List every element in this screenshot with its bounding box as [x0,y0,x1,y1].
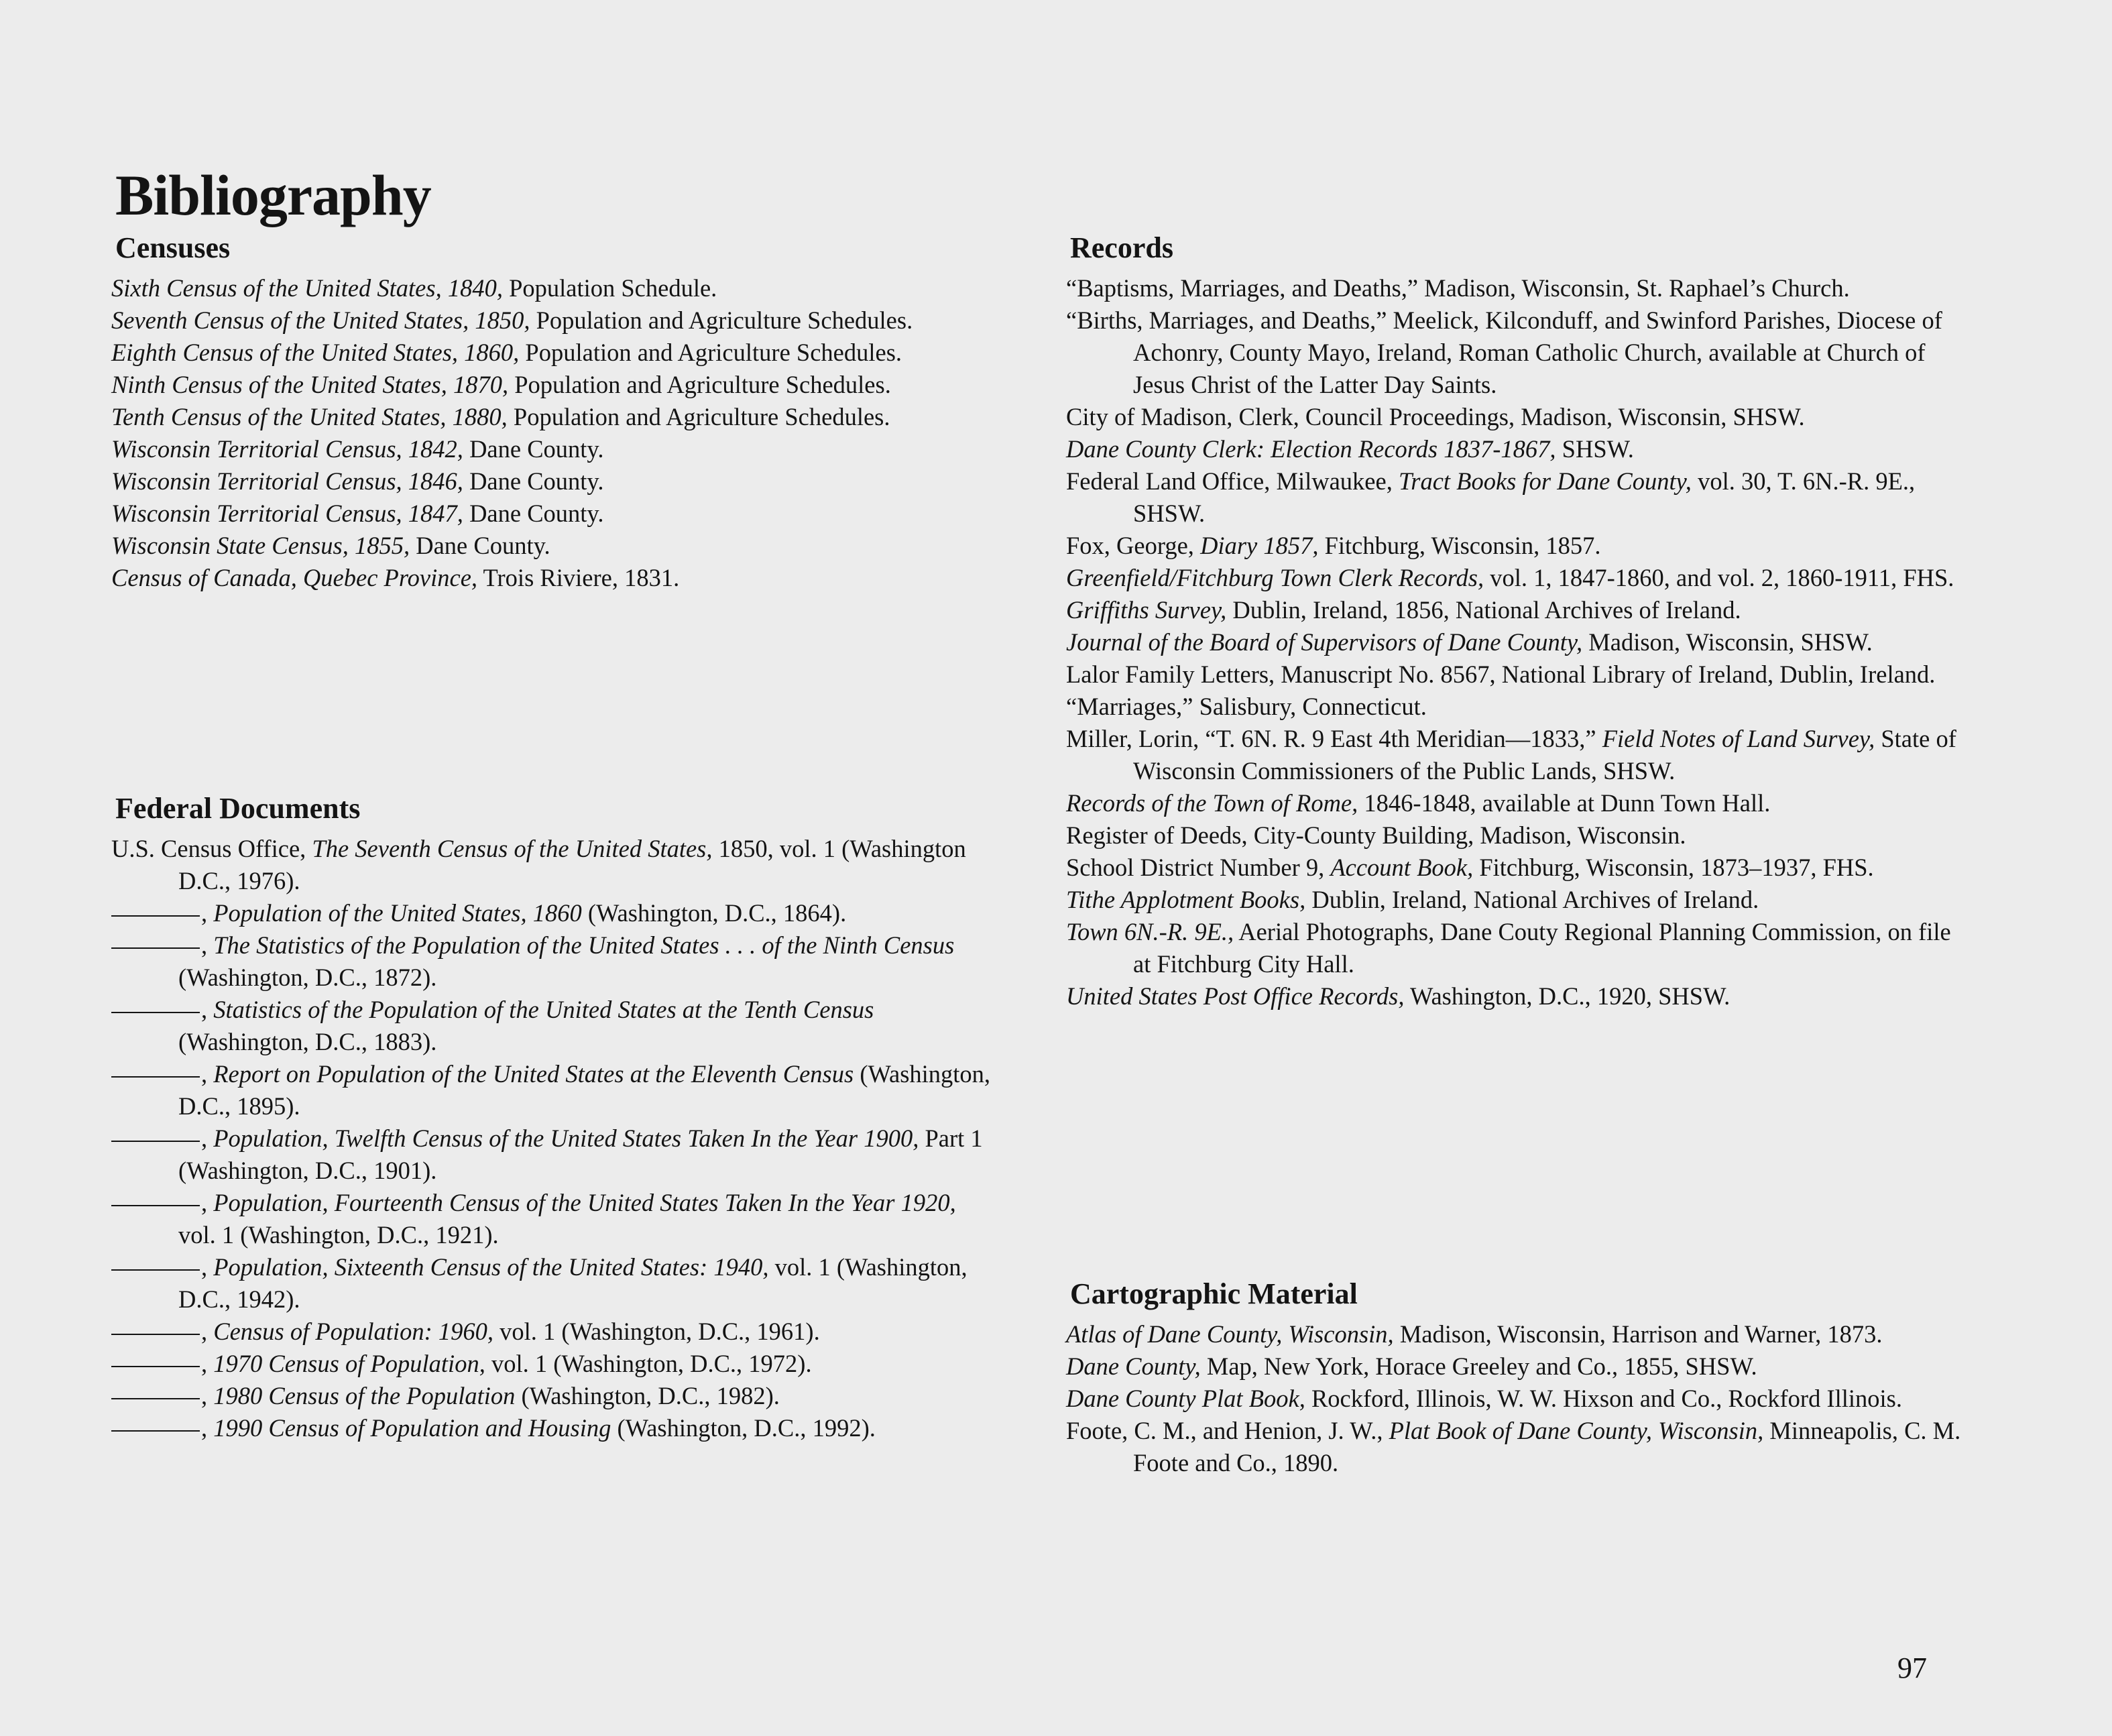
bibliography-entry [111,498,996,530]
entry-text: Madison, Wisconsin, SHSW. [1582,628,1873,656]
entry-title-italic: Diary 1857, [1200,532,1319,559]
entry-text: U.S. Census Office, [111,835,312,862]
entry-title-italic: Population, Twelfth Census of the United States Taken In the Year 1900, [213,1124,919,1152]
entry-title-italic: Ninth Census of the United States, 1870, [111,371,509,398]
entry-title-italic: Dane County Clerk: Election Records 1837-1867, [1066,435,1556,463]
bibliography-entry [1066,787,1964,819]
entry-title-italic: Eighth Census of the United States, 1860, [111,339,520,366]
entry-text: vol. 1 (Washington, D.C., 1972). [485,1350,812,1377]
entry-text: Population and Agriculture Schedules. [508,371,891,398]
entry-title-italic: Population of the United States, 1860 [213,899,582,927]
entry-title-italic: United States Post Office Records, [1066,982,1405,1010]
entry-text: Fitchburg, Wisconsin, 1873–1937, FHS. [1473,854,1874,881]
entry-title-italic: Seventh Census of the United States, 1850, [111,306,530,334]
entry-text: Washington, D.C., 1920, SHSW. [1404,982,1730,1010]
ditto-rule [111,1205,200,1206]
entry-text: Foote, C. M., and Henion, J. W., [1066,1417,1389,1444]
ditto-rule [111,915,200,917]
records-heading: Records [1070,231,1173,264]
bibliography-entry [1066,1350,1964,1383]
entry-title-italic: The Seventh Census of the United States, [312,835,713,862]
entry-title-italic: Census of Population: 1960, [213,1318,493,1345]
entry-title-italic: Sixth Census of the United States, 1840, [111,274,503,302]
ditto-rule [111,1141,200,1142]
bibliography-entry [111,401,996,433]
bibliography-entry [1066,1318,1964,1350]
bibliography-entry [1066,433,1964,465]
entry-text: vol. 1, 1847-1860, and vol. 2, 1860-1911, FHS. [1484,564,1954,591]
entry-title-italic: 1980 Census of the Population [213,1382,516,1409]
entry-text: State of Wisconsin Commissioners of the Public Lands, SHSW. [1133,725,1956,785]
bibliography-entry [111,1122,996,1187]
entry-text: , [201,931,214,959]
entry-text: , [201,1382,214,1409]
bibliography-entry [111,272,996,304]
entry-title-italic: Griffiths Survey, [1066,596,1227,624]
entry-title-italic: 1970 Census of Population, [213,1350,485,1377]
entry-text: Dane County. [463,500,604,527]
entry-title-italic: Tract Books for Dane County, [1398,467,1692,495]
bibliography-entry [1066,658,1964,691]
federal-documents-list [111,833,996,1444]
entry-text: Part 1 (Washington, D.C., 1901). [178,1124,983,1184]
bibliography-entry [111,897,996,929]
bibliography-entry [111,562,996,594]
entry-text: 1850, vol. 1 (Washington D.C., 1976). [178,835,966,894]
bibliography-entry [111,433,996,465]
left-column-lower [111,790,996,1444]
ditto-rule [111,1430,200,1432]
entry-text: (Washington, D.C., 1864). [581,899,847,927]
bibliography-entry [111,1251,996,1316]
bibliography-entry [111,1187,996,1251]
entry-text: Dane County. [463,435,604,463]
ditto-rule [111,1366,200,1367]
entry-text: SHSW. [1556,435,1634,463]
entry-text: , [201,1060,214,1088]
bibliography-entry [111,833,996,897]
entry-text: City of Madison, Clerk, Council Proceedings, Madison, Wisconsin, SHSW. [1066,403,1805,430]
entry-text: Dublin, Ireland, 1856, National Archives of Ireland. [1226,596,1741,624]
entry-text: (Washington, D.C., 1883). [178,1028,437,1055]
bibliography-entry [1066,884,1964,916]
entry-title-italic: Wisconsin Territorial Census, 1842, [111,435,463,463]
entry-title-italic: Atlas of Dane County, Wisconsin, [1066,1320,1394,1348]
right-column [1066,229,1964,1012]
entry-text: (Washington, D.C., 1872). [178,964,437,991]
entry-text: Population and Agriculture Schedules. [507,403,890,430]
entry-text: “Marriages,” Salisbury, Connecticut. [1066,693,1427,720]
entry-title-italic: Wisconsin State Census, 1855, [111,532,410,559]
entry-text: Dane County. [410,532,550,559]
ditto-rule [111,1334,200,1335]
entry-text: vol. 1 (Washington, D.C., 1961). [493,1318,820,1345]
left-column [111,229,996,594]
entry-text: Population and Agriculture Schedules. [530,306,913,334]
cartographic-material-list [1066,1318,1964,1479]
entry-text: Population Schedule. [502,274,717,302]
entry-text: Fitchburg, Wisconsin, 1857. [1318,532,1601,559]
bibliography-entry [1066,465,1964,530]
entry-text: Minneapolis, C. M. Foote and Co., 1890. [1133,1417,1961,1477]
records-list [1066,272,1964,1012]
entry-text: (Washington, D.C., 1982). [515,1382,780,1409]
entry-title-italic: Journal of the Board of Supervisors of Dane County, [1066,628,1583,656]
ditto-rule [111,947,200,949]
ditto-rule [111,1398,200,1399]
entry-text: , [201,1414,214,1442]
entry-text: vol. 1 (Washington, D.C., 1921). [178,1221,499,1249]
entry-title-italic: 1990 Census of Population and Housing [213,1414,611,1442]
entry-text: “Births, Marriages, and Deaths,” Meelick, Kilconduff, and Swinford Parishes, Diocese of Achonry, County Mayo, Ireland, Roman Catholic Church, available at Church of Jesus Christ of the Latter Day Saints. [1066,306,1942,398]
entry-title-italic: Plat Book of Dane County, Wisconsin, [1389,1417,1764,1444]
entry-text: , [201,1318,214,1345]
bibliography-entry [111,530,996,562]
entry-title-italic: Report on Population of the United States at the Eleventh Census [213,1060,854,1088]
bibliography-entry [1066,691,1964,723]
right-column-lower [1066,1275,1964,1479]
entry-text: Aerial Photographs, Dane Couty Regional Planning Commission, on file at Fitchburg City Hall. [1133,918,1951,978]
bibliography-entry [1066,304,1964,401]
entry-title-italic: Town 6N.-R. 9E., [1066,918,1234,945]
entry-title-italic: Tenth Census of the United States, 1880, [111,403,508,430]
entry-text: Register of Deeds, City-County Building, Madison, Wisconsin. [1066,821,1686,849]
bibliography-entry [111,1058,996,1122]
bibliography-entry [1066,852,1964,884]
entry-text: School District Number 9, [1066,854,1331,881]
bibliography-entry [1066,562,1964,594]
entry-text: “Baptisms, Marriages, and Deaths,” Madison, Wisconsin, St. Raphael’s Church. [1066,274,1850,302]
bibliography-entry [1066,626,1964,658]
bibliography-entry [1066,1383,1964,1415]
bibliography-entry [1066,819,1964,852]
entry-text: , [201,996,214,1023]
bibliography-entry [111,369,996,401]
entry-text: Dublin, Ireland, National Archives of Ireland. [1305,886,1759,913]
entry-title-italic: Tithe Applotment Books, [1066,886,1306,913]
entry-title-italic: The Statistics of the Population of the United States . . . of the Ninth Census [213,931,955,959]
ditto-rule [111,1012,200,1013]
entry-text: (Washington, D.C., 1992). [611,1414,876,1442]
page-number: 97 [1897,1652,1927,1684]
bibliography-entry [111,1380,996,1412]
entry-text: Rockford, Illinois, W. W. Hixson and Co., Rockford Illinois. [1305,1385,1903,1412]
entry-title-italic: Census of Canada, Quebec Province, [111,564,478,591]
page-title: Bibliography [115,162,431,227]
entry-text: Federal Land Office, Milwaukee, [1066,467,1399,495]
entry-title-italic: Account Book, [1330,854,1474,881]
entry-text: Miller, Lorin, “T. 6N. R. 9 East 4th Meridian—1833,” [1066,725,1602,752]
bibliography-entry [111,1412,996,1444]
bibliography-entry [1066,723,1964,787]
entry-text: , [201,899,214,927]
entry-text: Dane County. [463,467,604,495]
entry-title-italic: Population, Fourteenth Census of the United States Taken In the Year 1920, [213,1189,956,1216]
entry-title-italic: Population, Sixteenth Census of the United States: 1940, [213,1253,769,1281]
entry-text: , [201,1253,214,1281]
entry-title-italic: Dane County Plat Book, [1066,1385,1305,1412]
bibliography-entry [111,337,996,369]
entry-title-italic: Statistics of the Population of the United States at the Tenth Census [213,996,874,1023]
entry-text: vol. 30, T. 6N.-R. 9E., SHSW. [1133,467,1916,527]
entry-title-italic: Greenfield/Fitchburg Town Clerk Records, [1066,564,1484,591]
entry-title-italic: Records of the Town of Rome, [1066,789,1358,817]
bibliography-entry [111,1316,996,1348]
bibliography-entry [1066,530,1964,562]
bibliography-entry [111,465,996,498]
bibliography-entry [1066,401,1964,433]
bibliography-entry [1066,272,1964,304]
entry-text: , [201,1124,214,1152]
entry-title-italic: Dane County, [1066,1352,1201,1380]
entry-title-italic: Field Notes of Land Survey, [1602,725,1875,752]
bibliography-entry [111,1348,996,1380]
bibliography-entry [111,929,996,994]
bibliography-entry [1066,980,1964,1012]
bibliography-entry [111,304,996,337]
bibliography-entry [1066,594,1964,626]
entry-text: Trois Riviere, 1831. [477,564,680,591]
entry-text: Fox, George, [1066,532,1201,559]
federal-documents-heading: Federal Documents [115,792,361,825]
ditto-rule [111,1269,200,1271]
entry-text: Lalor Family Letters, Manuscript No. 8567, National Library of Ireland, Dublin, Ireland. [1066,660,1936,688]
cartographic-material-heading: Cartographic Material [1070,1277,1358,1310]
ditto-rule [111,1076,200,1078]
entry-text: (Washington, D.C., 1895). [178,1060,991,1120]
bibliography-entry [1066,1415,1964,1479]
entry-text: Population and Agriculture Schedules. [519,339,902,366]
entry-title-italic: Wisconsin Territorial Census, 1847, [111,500,463,527]
censuses-heading: Censuses [115,231,231,264]
entry-title-italic: Wisconsin Territorial Census, 1846, [111,467,463,495]
entry-text: 1846-1848, available at Dunn Town Hall. [1358,789,1771,817]
bibliography-entry [111,994,996,1058]
entry-text: , [201,1189,214,1216]
entry-text: Map, New York, Horace Greeley and Co., 1855, SHSW. [1200,1352,1757,1380]
bibliography-entry [1066,916,1964,980]
censuses-list [111,272,996,594]
entry-text: , [201,1350,214,1377]
entry-text: vol. 1 (Washington, D.C., 1942). [178,1253,967,1313]
entry-text: Madison, Wisconsin, Harrison and Warner, 1873. [1393,1320,1883,1348]
